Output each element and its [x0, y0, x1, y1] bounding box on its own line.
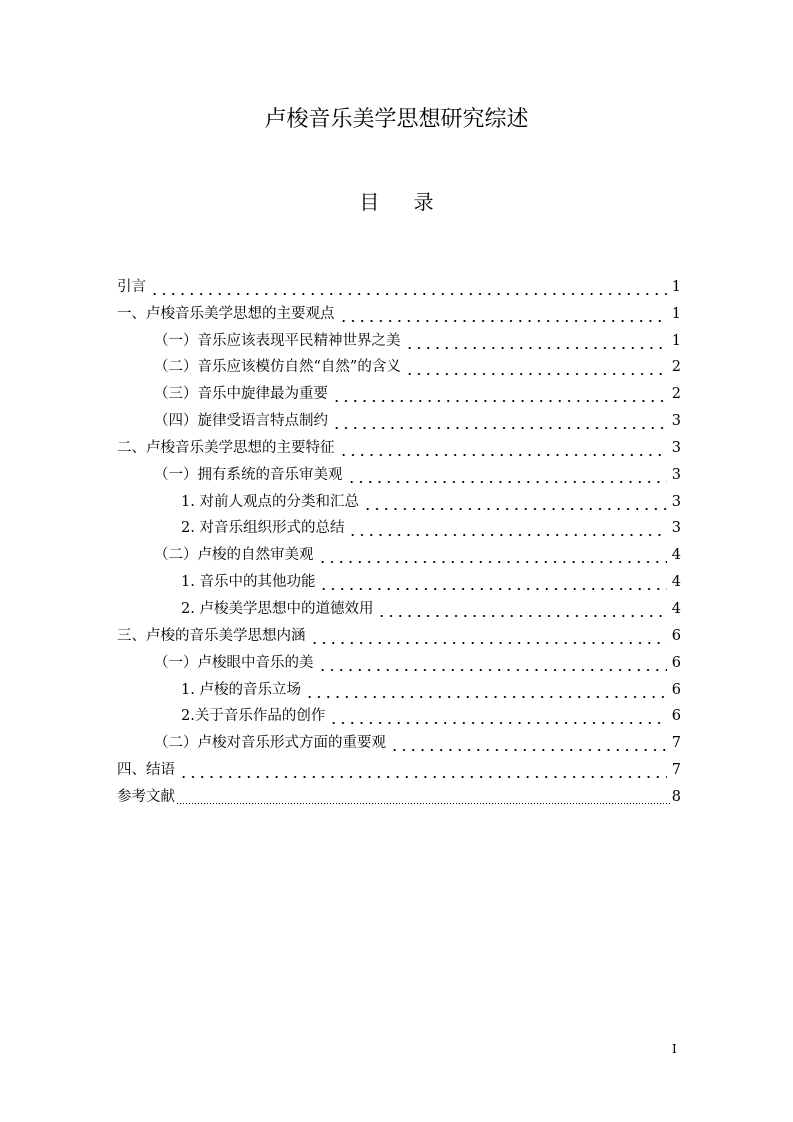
dot-leader: [305, 680, 667, 700]
dot-leader: [377, 599, 667, 619]
toc-entry-page: 7: [671, 735, 681, 752]
toc-entry[interactable]: [117, 377, 681, 404]
dot-leader: [329, 706, 667, 726]
toc-entry-page: 1: [671, 305, 681, 322]
toc-entry[interactable]: [117, 485, 681, 512]
toc-entry-label: （一）拥有系统的音乐审美观: [154, 466, 343, 483]
toc-entry[interactable]: [117, 619, 681, 646]
toc-entry-label: 三、卢梭的音乐美学思想内涵: [117, 627, 306, 644]
toc-entry-label: 二、卢梭音乐美学思想的主要特征: [117, 439, 335, 456]
toc-entry-page: 7: [671, 762, 681, 779]
table-of-contents: [117, 270, 681, 807]
dot-leader: [363, 492, 667, 512]
toc-entry[interactable]: [117, 780, 681, 807]
toc-entry-label: 引言: [117, 278, 146, 295]
toc-entry[interactable]: [117, 646, 681, 673]
toc-entry-label: 2.关于音乐作品的创作: [181, 708, 326, 725]
toc-entry[interactable]: [117, 351, 681, 378]
dot-leader: [332, 411, 667, 431]
dot-leader: [348, 518, 667, 538]
page-number: I: [672, 1042, 677, 1056]
toc-entry-page: 1: [671, 332, 681, 349]
toc-entry-page: 4: [671, 600, 681, 617]
toc-entry-page: 2: [671, 386, 681, 403]
toc-entry[interactable]: [117, 324, 681, 351]
toc-entry[interactable]: [117, 592, 681, 619]
dot-leader: [319, 572, 667, 592]
toc-entry[interactable]: [117, 538, 681, 565]
toc-entry[interactable]: [117, 431, 681, 458]
toc-entry[interactable]: [117, 753, 681, 780]
toc-entry-page: 1: [671, 278, 681, 295]
document-title: 卢梭音乐美学思想研究综述: [264, 107, 529, 132]
toc-entry[interactable]: [117, 512, 681, 539]
toc-entry-page: 3: [671, 520, 681, 537]
toc-entry-label: 2. 对音乐组织形式的总结: [181, 520, 345, 537]
toc-entry-page: 4: [671, 547, 681, 564]
dot-leader: [332, 384, 667, 404]
dot-leader: [339, 304, 668, 324]
dot-leader: [390, 733, 667, 753]
toc-entry-page: 3: [671, 493, 681, 510]
dot-leader: [347, 465, 668, 485]
toc-entry-label: 一、卢梭音乐美学思想的主要观点: [117, 305, 335, 322]
toc-entry-page: 4: [671, 574, 681, 591]
dot-leader: [405, 331, 668, 351]
toc-entry-label: 参考文献: [117, 788, 175, 805]
dot-leader: [339, 438, 668, 458]
dot-leader: [176, 787, 670, 807]
toc-entry[interactable]: [117, 673, 681, 700]
toc-entry-label: 1. 音乐中的其他功能: [181, 574, 316, 591]
toc-entry-page: 6: [671, 654, 681, 671]
toc-entry-label: （四）旋律受语言特点制约: [154, 413, 328, 430]
toc-entry-label: （二）卢梭的自然审美观: [154, 547, 314, 564]
dot-leader: [150, 277, 667, 297]
dot-leader: [318, 545, 668, 565]
toc-entry-label: 2. 卢梭美学思想中的道德效用: [181, 600, 374, 617]
toc-entry[interactable]: [117, 700, 681, 727]
toc-entry[interactable]: [117, 270, 681, 297]
toc-entry-page: 3: [671, 413, 681, 430]
toc-entry-label: （二）卢梭对音乐形式方面的重要观: [154, 735, 386, 752]
dot-leader: [318, 653, 668, 673]
toc-entry-page: 2: [671, 359, 681, 376]
toc-entry[interactable]: [117, 404, 681, 431]
toc-entry-label: （一）音乐应该表现平民精神世界之美: [154, 332, 401, 349]
toc-entry-page: 8: [671, 788, 681, 805]
toc-entry-page: 6: [671, 681, 681, 698]
toc-entry-label: 1. 卢梭的音乐立场: [181, 681, 301, 698]
dot-leader: [405, 357, 667, 377]
toc-heading: 目 录: [359, 190, 448, 214]
toc-entry-page: 6: [671, 708, 681, 725]
toc-entry-label: 四、结语: [117, 762, 175, 779]
toc-entry[interactable]: [117, 726, 681, 753]
toc-entry-page: 6: [671, 627, 681, 644]
dot-leader: [310, 626, 668, 646]
toc-entry-page: 3: [671, 439, 681, 456]
toc-entry[interactable]: [117, 565, 681, 592]
dot-leader: [179, 760, 667, 780]
toc-entry-page: 3: [671, 466, 681, 483]
toc-entry-label: （二）音乐应该模仿自然“自然”的含义: [154, 359, 401, 376]
toc-entry-label: （三）音乐中旋律最为重要: [154, 386, 328, 403]
toc-entry-label: 1. 对前人观点的分类和汇总: [181, 493, 359, 510]
toc-entry-label: （一）卢梭眼中音乐的美: [154, 654, 314, 671]
toc-entry[interactable]: [117, 297, 681, 324]
toc-entry[interactable]: [117, 458, 681, 485]
